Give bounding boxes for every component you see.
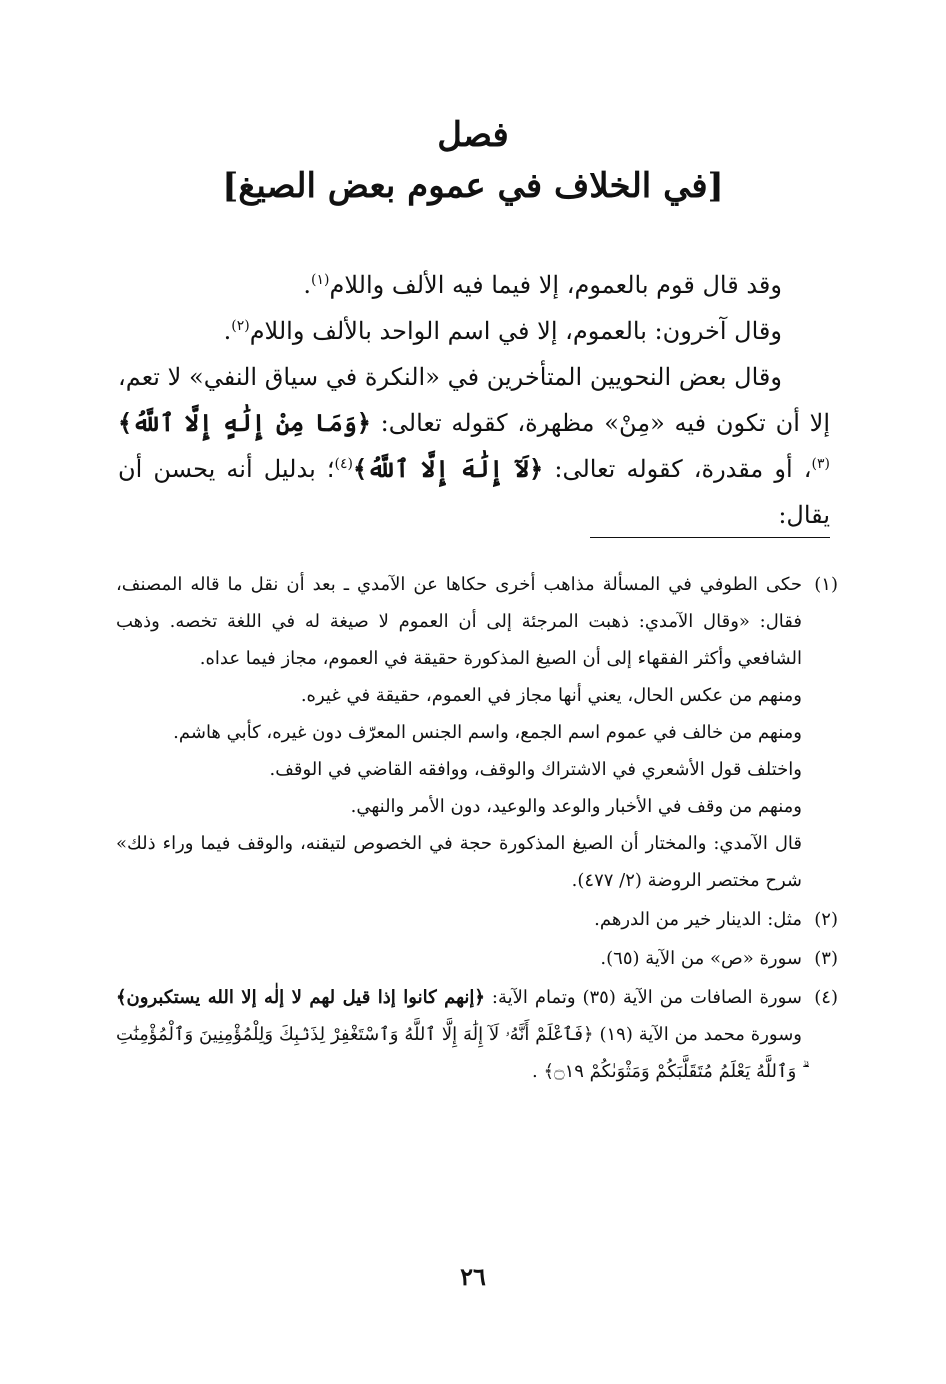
footnote-4-text-a: سورة الصافات من الآية (٣٥) وتمام الآية: — [484, 987, 802, 1008]
footnotes — [116, 566, 838, 1092]
paragraph-3-text-b: ، أو مقدرة، كقوله تعالى: — [543, 455, 812, 483]
footnote-1-para-1: حكى الطوفي في المسألة مذاهب أخرى حكاها عن الآمدي ـ بعد أن نقل ما قاله المصنف، فقال: «وقال الآمدي: ذهبت المرجئة إلى أن العموم لا صيغة له في اللغة تخصه. وذهب الشافعي وأكثر الفقهاء إلى أن الصيغ المذكورة حقيقة في العموم، مجاز فيما عداه. — [116, 574, 802, 669]
paragraph-1-end: . — [303, 271, 312, 299]
footnote-1-para-2: ومنهم من عكس الحال، يعني أنها مجاز في العموم، حقيقة في غيره. — [300, 685, 802, 706]
footnote-1-para-5: ومنهم من وقف في الأخبار والوعد والوعيد، دون الأمر والنهي. — [350, 796, 802, 817]
chapter-subtitle: [في الخلاف في عموم بعض الصيغ] — [222, 166, 724, 206]
chapter-label: فصل — [437, 115, 509, 155]
paragraph-1-text: وقد قال قوم بالعموم، إلا فيما فيه الألف واللام — [329, 271, 782, 299]
paragraph-3-text-a: وقال بعض النحويين المتأخرين في «النكرة في سياق النفي» لا تعم، إلا أن تكون فيه «مِنْ» مظهرة، كقوله تعالى: — [118, 363, 830, 437]
footnote-ref-4: (٤) — [334, 456, 353, 472]
paragraph-2-text: وقال آخرون: بالعموم، إلا في اسم الواحد بالألف واللام — [249, 317, 782, 345]
footnote-ref-3: (٣) — [811, 456, 830, 472]
footnote-1-para-3: ومنهم من خالف في عموم اسم الجمع، واسم الجنس المعرّف دون غيره، كأبي هاشم. — [173, 722, 802, 743]
footnote-2-number: (٢) — [814, 909, 838, 930]
footnote-4 — [116, 979, 838, 1090]
footnote-1-para-6: قال الآمدي: والمختار أن الصيغ المذكورة حجة في الخصوص لتيقنه، والوقف فيما وراء ذلك» شرح مختصر الروضة (٢/ ٤٧٧). — [116, 833, 802, 891]
footnote-3 — [116, 940, 838, 977]
quran-quote-2: ﴿لَآ إِلَٰهَ إِلَّا ٱللَّهُ﴾ — [352, 454, 544, 483]
paragraph-3 — [118, 354, 830, 538]
footnote-2 — [116, 901, 838, 938]
footnote-1-para-4: واختلف قول الأشعري في الاشتراك والوقف، ووافقه القاضي في الوقف. — [269, 759, 802, 780]
main-text — [118, 262, 830, 538]
footnote-1-number: (١) — [814, 574, 838, 595]
footnote-3-number: (٣) — [814, 948, 838, 969]
page-number: ٢٦ — [460, 1262, 486, 1291]
footnote-ref-1: (١) — [311, 272, 330, 288]
footnote-separator — [590, 537, 830, 538]
footnote-4-verse: ﴿فَٱعْلَمْ أَنَّهُۥ لَآ إِلَٰهَ إِلَّا ٱللَّهُ وَٱسْتَغْفِرْ لِذَنۢبِكَ وَلِلْمُؤْمِنِينَ وَٱلْمُؤْمِنَٰتِ ۗ وَٱللَّهُ يَعْلَمُ مُتَقَلَّبَكُمْ وَمَثْوَىٰكُمْ ۝١٩﴾ — [116, 1024, 802, 1082]
footnote-4-text-b: وسورة محمد من الآية (١٩) — [593, 1024, 803, 1045]
footnote-4-number: (٤) — [814, 987, 838, 1008]
footnote-1 — [116, 566, 838, 899]
footnote-4-quote: ﴿إنهم كانوا إذا قيل لهم لا إلٰه إلا الله يستكبرون﴾ — [116, 987, 485, 1008]
footnote-3-text: سورة «ص» من الآية (٦٥). — [600, 948, 802, 969]
paragraph-2-end: . — [223, 317, 232, 345]
paragraph-3-text-c: ؛ بدليل أنه يحسن أن يقال: — [118, 455, 830, 529]
footnote-4-text-c: . — [532, 1061, 544, 1082]
footnote-4-text — [116, 979, 802, 1090]
footnote-ref-2: (٢) — [231, 318, 250, 334]
chapter-heading — [100, 112, 846, 214]
paragraph-2 — [118, 308, 830, 354]
footnote-2-text: مثل: الدينار خير من الدرهم. — [594, 909, 802, 930]
paragraph-1 — [118, 262, 830, 308]
quran-quote-1: ﴿وَمَا مِنْ إِلَٰهٍ إِلَّا ٱللَّهُ﴾ — [118, 408, 371, 437]
